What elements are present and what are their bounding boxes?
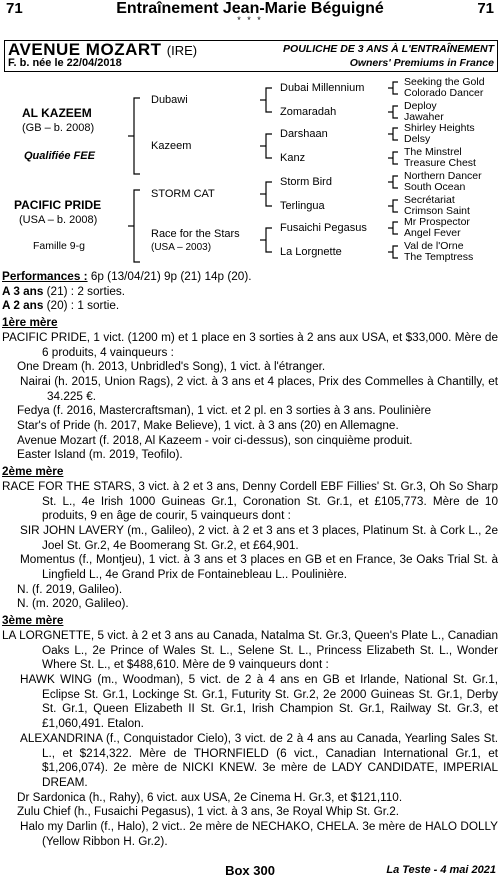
gen4-item: Secrétariat (404, 194, 455, 206)
gen3-item: Kanz (280, 152, 306, 164)
horse-birth: F. b. née le 22/04/2018 (8, 57, 122, 69)
produce-line: Fedya (f. 2016, Mastercraftsman), 1 vict. et 2 pl. en 3 sorties à 3 ans. Poulinière (17, 404, 432, 418)
box-number: Box 300 (225, 863, 275, 878)
gen4-item: The Temptress (404, 251, 474, 263)
perf-3yo-text: (21) : 2 sorties. (46, 284, 126, 298)
page-number-left: 71 (6, 0, 23, 17)
gen4-item: Deploy (404, 100, 437, 112)
pedigree-chart (0, 74, 500, 264)
gen4-item: Seeking the Gold (404, 76, 485, 88)
produce-line: Easter Island (m. 2019, Teofilo). (17, 448, 183, 462)
produce-line: ALEXANDRINA (f., Conquistador Cielo), 3 vict. de 2 à 4 ans au Canada, Yearling Sales St. L., et $214,322. Mère de THORNFIELD (6 vict., Canadian International Gr.1, et $1,206,074). 2e mère de NICKI KNEW. 3e mère de LADY CANDIDATE, IMPERIAL DREAM. (20, 731, 498, 789)
section-heading-2: 2ème mère (2, 465, 64, 479)
perf-2yo (2, 299, 498, 314)
perf-text: 6p (13/04/21) 9p (21) 14p (20). (90, 270, 252, 283)
granddam-record: RACE FOR THE STARS, 3 vict. à 2 et 3 ans, Denny Cordell EBF Fillies' St. Gr.3, Oh So Sharp St. L., 4e Irish 1000 Guineas Gr.1, Coronation St. Gr.1, et £105,773. Mère de 10 produits, 9 en âge de courir, 5 vainqueurs dont : (2, 479, 498, 523)
perf-label: Performances : (2, 270, 88, 283)
produce-line: Dr Sardonica (h., Rahy), 6 vict. aux USA, 2e Cinema H. Gr.3, et $121,110. (17, 790, 403, 804)
horse-title-box (4, 40, 498, 72)
produce-line: Avenue Mozart (f. 2018, Al Kazeem - voir ci-dessus), son cinquième produit. (17, 433, 413, 447)
gen4-item: Northern Dancer (404, 170, 482, 182)
produce-line: One Dream (h. 2013, Unbridled's Song), 1 vict. à l'étranger. (17, 360, 326, 374)
gen4-item: Delsy (404, 133, 431, 145)
performances (2, 270, 498, 285)
section-heading-1: 1ère mère (2, 316, 58, 330)
perf-3yo-label: A 3 ans (2, 284, 44, 298)
produce-line: N. (m. 2020, Galileo). (17, 597, 129, 611)
gen2-dam-dam: Race for the Stars (151, 228, 240, 240)
gen2-dam-dam-origin: (USA – 2003) (151, 242, 212, 253)
gen2-sire-sire: Dubawi (151, 94, 188, 106)
page-header (0, 0, 500, 24)
perf-2yo-label: A 2 ans (2, 299, 44, 313)
perf-2yo-text: (20) : 1 sortie. (46, 299, 120, 313)
third-dam-record: LA LORGNETTE, 5 vict. à 2 et 3 ans au Canada, Natalma St. Gr.3, Queen's Plate L., Canadian Oaks L., 2e Prince of Wales St. L., Selene St. L., Princess Elizabeth St. L., Wonder Where St. L., et $488,610. Mère de 9 vainqueurs dont : (2, 628, 498, 672)
gen4-item: Jawaher (404, 111, 444, 123)
horse-status: POULICHE DE 3 ANS À L'ENTRAÎNEMENT (283, 43, 494, 55)
gen4-item: Crimson Saint (404, 205, 470, 217)
perf-3yo (2, 285, 498, 300)
gen4-item: Colorado Dancer (404, 87, 484, 99)
horse-name: AVENUE MOZART (8, 40, 162, 59)
produce-line: Zulu Chief (h., Fusaichi Pegasus), 1 vict. à 3 ans, 3e Royal Whip St. Gr.2. (17, 805, 400, 819)
page-footer (0, 863, 500, 879)
gen4-item: South Ocean (404, 181, 466, 193)
section-heading-3: 3ème mère (2, 614, 64, 628)
gen3-item: Zomaradah (280, 106, 337, 118)
dam-record: PACIFIC PRIDE, 1 vict. (1200 m) et 1 place en 3 sorties à 2 ans aux USA, et $33,000. Mère de 6 produits, 4 vainqueurs : (2, 330, 498, 359)
produce-line: Star's of Pride (h. 2017, Make Believe), 1 vict. à 3 ans (20) en Allemagne. (17, 419, 399, 433)
owners-premiums: Owners' Premiums in France (349, 57, 494, 69)
produce-line: Halo my Darlin (f., Halo), 2 vict.. 2e mère de NECHAKO, CHELA. 3e mère de HALO DOLLY (Yellow Ribbon H. Gr.2). (20, 820, 498, 848)
gen2-sire-dam: Kazeem (151, 140, 192, 152)
gen4-item: The Minstrel (404, 146, 462, 158)
gen3-item: Darshaan (280, 128, 328, 140)
gen3-item: Terlingua (280, 200, 325, 212)
gen4-item: Shirley Heights (404, 122, 475, 134)
horse-country: (IRE) (166, 43, 198, 58)
produce-line: Nairai (h. 2015, Union Rags), 2 vict. à 3 ans et 4 places, Prix des Commelles à Chantilly, et 34.225 €. (20, 374, 498, 403)
page-title: Entraînement Jean-Marie Béguigné (116, 0, 384, 17)
produce-line: HAWK WING (m., Woodman), 5 vict. de 2 à 4 ans en GB et Irlande, National St. Gr.1, Eclipse St. Gr.1, Lockinge St. Gr.1, Futurity St. Gr.2, 2e 2000 Guineas St. Gr.1, Derby St. Gr.1, Queen Elizabeth II St. Gr.1, Irish Champion St. Gr.1, Railway St. Gr.3, et £1,060,491. Etalon. (20, 672, 498, 731)
gen4-item: Val de l'Orne (404, 240, 464, 252)
gen4-item: Mr Prospector (404, 216, 470, 228)
gen4-item: Treasure Chest (404, 157, 476, 169)
dam-name: PACIFIC PRIDE (14, 198, 102, 212)
sire-note: Qualifiée FEE (24, 150, 95, 162)
gen3-item: Storm Bird (280, 176, 332, 188)
page-number-right: 71 (477, 0, 494, 17)
gen3-item: La Lorgnette (280, 246, 342, 258)
gen3-item: Fusaichi Pegasus (280, 222, 367, 234)
header-stars: * * * (237, 15, 263, 25)
gen4-item: Angel Fever (404, 227, 461, 239)
sire-name: AL KAZEEM (22, 106, 92, 120)
sale-date: La Teste - 4 mai 2021 (386, 864, 496, 876)
produce-line: Momentus (f., Montjeu), 1 vict. à 3 ans et 3 places en GB et en France, 3e Oaks Trial St. à Lingfield L., 4e Grand Prix de Fontainebleau L.. Poulinière. (20, 553, 498, 582)
produce-line: N. (f. 2019, Galileo). (17, 582, 123, 596)
sire-origin: (GB – b. 2008) (22, 122, 95, 134)
body-text (2, 270, 498, 849)
gen2-dam-sire: STORM CAT (151, 188, 215, 200)
produce-line: SIR JOHN LAVERY (m., Galileo), 2 vict. à 2 et 3 ans et 3 places, Platinum St. à Cork L., 2e Joel St. Gr.2, 4e Boomerang St. Gr.2, et £64,901. (20, 523, 498, 552)
dam-origin: (USA – b. 2008) (19, 214, 98, 226)
gen3-item: Dubai Millennium (280, 82, 365, 94)
dam-note: Famille 9-g (33, 240, 85, 252)
